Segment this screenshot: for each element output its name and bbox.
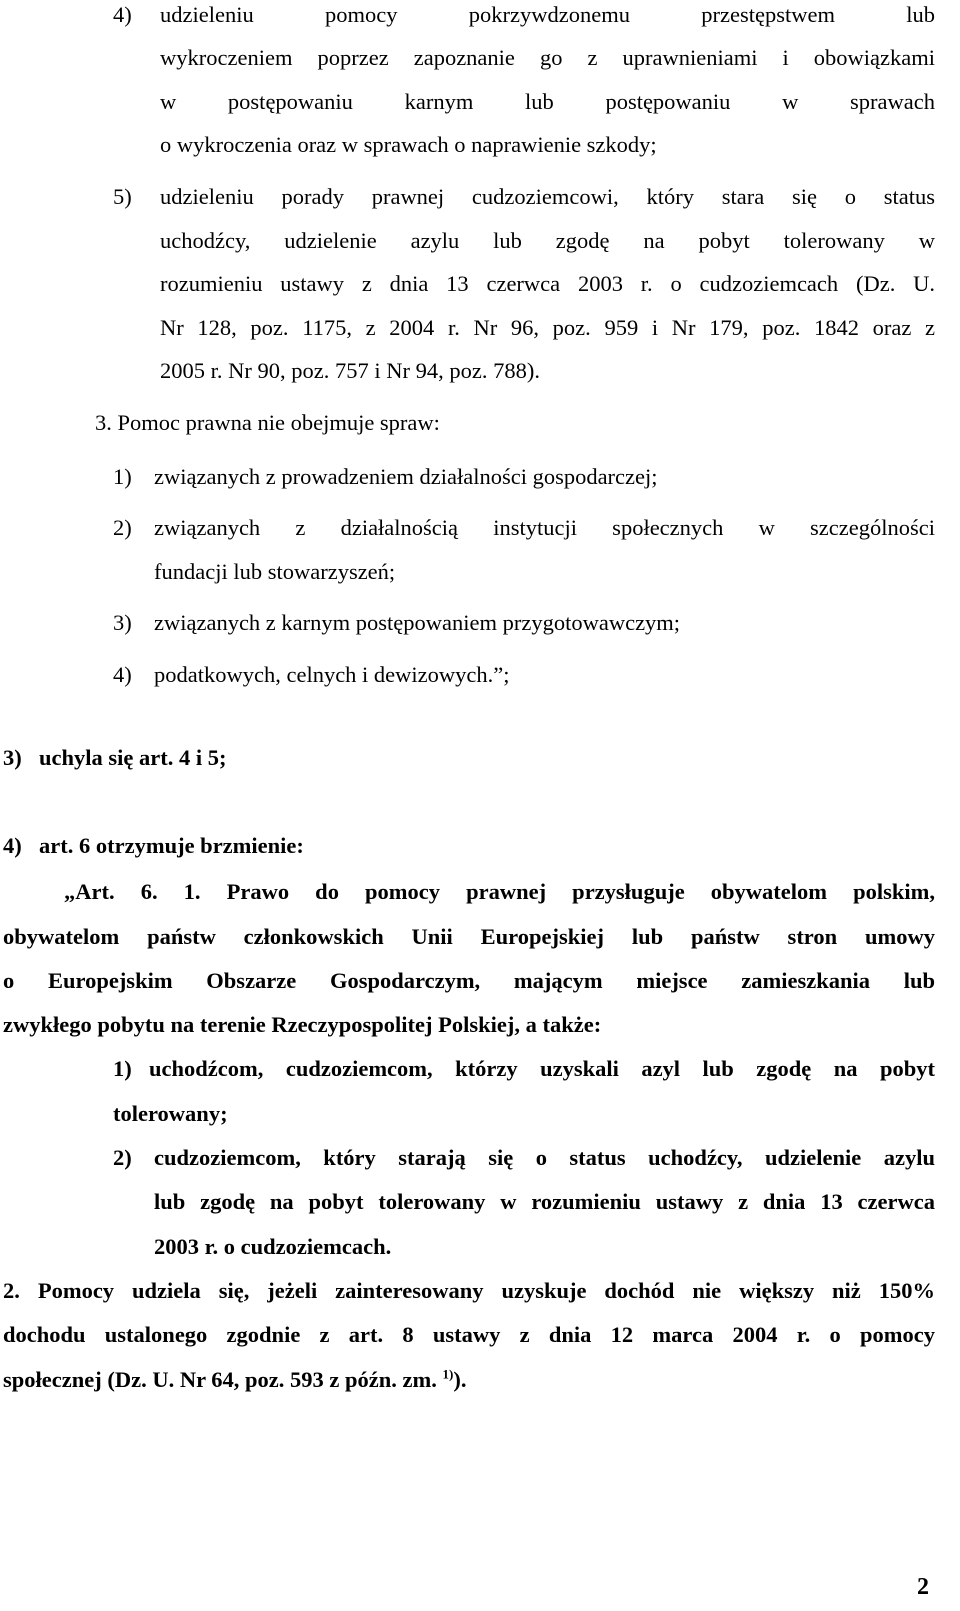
line-text: o wykroczenia oraz w sprawach o naprawienie szkody; — [160, 132, 657, 157]
article-6-section-2: dochodu ustalonego zgodnie z art. 8 ustawy z dnia 12 marca 2004 r. o pomocy — [3, 1322, 935, 1347]
item-number: 5) — [113, 184, 132, 209]
article-6-item-2 — [113, 1143, 935, 1173]
article-6-item-1 — [113, 1054, 935, 1084]
line-tail: ). — [453, 1367, 467, 1392]
line-text: uchodźcy, udzielenie azylu lub zgodę na pobyt tolerowany w — [160, 228, 935, 253]
item-number: 1) — [113, 464, 132, 489]
article-6-text: zwykłego pobytu na terenie Rzeczypospolitej Polskiej, a także: — [3, 1012, 602, 1037]
line-text: cudzoziemcom, który starają się o status uchodźcy, udzielenie azylu — [154, 1145, 935, 1170]
line-text: udzieleniu pomocy pokrzywdzonemu przestępstwem lub — [160, 2, 935, 27]
line-text: społecznej (Dz. U. Nr 64, poz. 593 z późn. zm. — [3, 1367, 437, 1392]
line-text: wykroczeniem poprzez zapoznanie go z uprawnieniami i obowiązkami — [160, 45, 935, 70]
line-text: uchyla się art. 4 i 5; — [39, 745, 227, 770]
item-number: 2) — [113, 515, 132, 540]
line-text: 2005 r. Nr 90, poz. 757 i Nr 94, poz. 788). — [160, 358, 540, 383]
article-6-text: obywatelom państw członkowskich Unii Europejskiej lub państw stron umowy — [3, 924, 935, 949]
line-text: 2003 r. o cudzoziemcach. — [154, 1234, 392, 1259]
line-text: tolerowany; — [113, 1101, 228, 1126]
item-number: 1) — [113, 1056, 132, 1081]
footnote-marker: 1) — [442, 1366, 454, 1382]
line-text: podatkowych, celnych i dewizowych.”; — [154, 662, 510, 687]
line-text: związanych z działalnością instytucji społecznych w szczególności — [154, 515, 935, 540]
line-text: fundacji lub stowarzyszeń; — [154, 559, 396, 584]
item-number: 4) — [3, 833, 22, 858]
line-text: lub zgodę na pobyt tolerowany w rozumieniu ustawy z dnia 13 czerwca — [154, 1189, 935, 1214]
exclusion-item-2 — [113, 513, 935, 543]
page-number: 2 — [917, 1574, 929, 1600]
article-6-text: o Europejskim Obszarze Gospodarczym, mającym miejsce zamieszkania lub — [3, 968, 935, 993]
line-text: w postępowaniu karnym lub postępowaniu w sprawach — [160, 89, 935, 114]
line-text: uchodźcom, cudzoziemcom, którzy uzyskali azyl lub zgodę na pobyt — [149, 1056, 935, 1081]
article-6-section-2-last — [3, 1365, 466, 1395]
item-number: 4) — [113, 2, 132, 27]
line-text: udzieleniu porady prawnej cudzoziemcowi, który stara się o status — [160, 184, 935, 209]
list-item-5 — [113, 182, 935, 212]
item-number: 3) — [3, 745, 22, 770]
line-text: rozumieniu ustawy z dnia 13 czerwca 2003 r. o cudzoziemcach (Dz. U. — [160, 271, 935, 296]
article-6-text: „Art. 6. 1. Prawo do pomocy prawnej przysługuje obywatelom polskim, — [64, 879, 935, 904]
article-6-section-2: 2. Pomocy udziela się, jeżeli zainteresowany uzyskuje dochód nie większy niż 150% — [3, 1278, 935, 1303]
paragraph-3: 3. Pomoc prawna nie obejmuje spraw: — [95, 410, 440, 435]
line-text: art. 6 otrzymuje brzmienie: — [39, 833, 304, 858]
item-number: 2) — [113, 1145, 132, 1170]
line-text: związanych z prowadzeniem działalności gospodarczej; — [154, 464, 658, 489]
item-number: 4) — [113, 662, 132, 687]
list-item-4 — [113, 0, 935, 30]
line-text: Nr 128, poz. 1175, z 2004 r. Nr 96, poz. 959 i Nr 179, poz. 1842 oraz z — [160, 315, 935, 340]
line-text: związanych z karnym postępowaniem przygotowawczym; — [154, 610, 681, 635]
item-number: 3) — [113, 610, 132, 635]
